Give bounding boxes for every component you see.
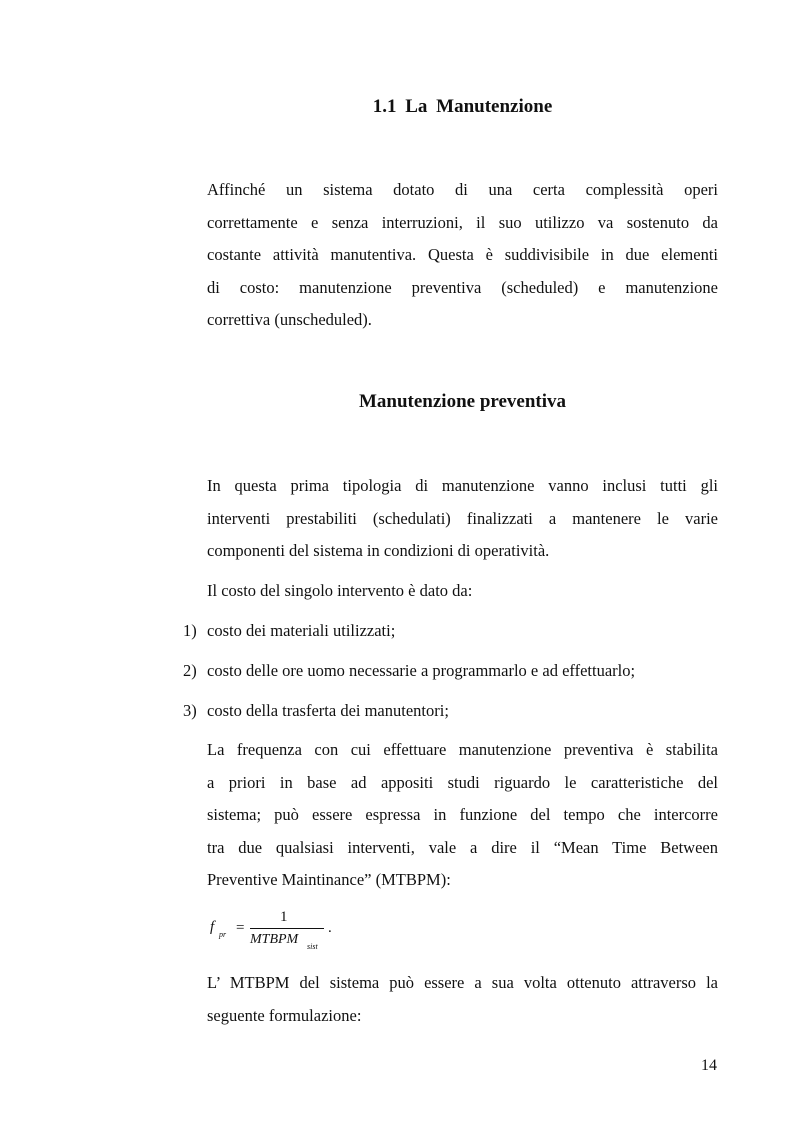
list-item-text: costo delle ore uomo necessarie a programmarlo e ad effettuarlo; xyxy=(207,661,636,680)
list-item-number: 1) xyxy=(183,621,197,640)
intro-line: correttiva (unscheduled). xyxy=(207,310,372,329)
intro-line: correttamente e senza interruzioni, il suo utilizzo va sostenuto da xyxy=(207,212,718,232)
formula-denominator-subscript: sist xyxy=(307,942,318,951)
paragraph-line: L’ MTBPM del sistema può essere a sua volta ottenuto attraverso la xyxy=(207,973,718,992)
list-item-number: 2) xyxy=(183,661,197,680)
formula-equals: = xyxy=(236,920,245,936)
paragraph-line: componenti del sistema in condizioni di operatività. xyxy=(207,541,550,560)
section-heading: 1.1 La Manutenzione xyxy=(372,96,553,117)
formula-denominator: MTBPM xyxy=(250,932,299,947)
intro-line: di costo: manutenzione preventiva (scheduled) e manutenzione xyxy=(207,277,718,297)
paragraph-line: seguente formulazione: xyxy=(207,1005,362,1025)
paragraph-line: In questa prima tipologia di manutenzione vanno inclusi tutti gli xyxy=(207,476,718,495)
paragraph-line: Preventive Maintinance” (MTBPM): xyxy=(207,870,451,889)
list-item-number: 3) xyxy=(183,701,197,720)
formula-numerator: 1 xyxy=(280,909,288,925)
list-item-text: costo della trasferta dei manutentori; xyxy=(207,701,449,720)
intro-line: costante attività manutentiva. Questa è suddivisibile in due elementi xyxy=(207,245,718,264)
paragraph-1 xyxy=(207,470,718,568)
paragraph-line: tra due qualsiasi interventi, vale a dire il “Mean Time Between xyxy=(207,837,718,857)
paragraph-3 xyxy=(207,967,718,1032)
intro-line: Affinché un sistema dotato di una certa complessità operi xyxy=(207,180,718,199)
page-number: 14 xyxy=(701,1057,717,1074)
paragraph-2 xyxy=(207,734,718,897)
list-item-text: costo dei materiali utilizzati; xyxy=(207,621,396,640)
fraction-bar xyxy=(250,928,324,929)
intro-paragraph xyxy=(207,174,718,337)
paragraph-line: a priori in base ad appositi studi riguardo le caratteristiche del xyxy=(207,772,718,792)
paragraph-line: interventi prestabiliti (schedulati) finalizzati a mantenere le varie xyxy=(207,508,718,528)
cost-intro: Il costo del singolo intervento è dato da: xyxy=(207,581,473,600)
paragraph-line: La frequenza con cui effettuare manutenzione preventiva è stabilita xyxy=(207,740,718,759)
paragraph-line: sistema; può essere espressa in funzione del tempo che intercorre xyxy=(207,805,718,824)
formula-end: . xyxy=(328,920,332,936)
formula-fpr xyxy=(210,908,350,956)
subheading: Manutenzione preventiva xyxy=(358,391,567,412)
formula-lhs-subscript: pr xyxy=(219,930,227,939)
formula-lhs: f xyxy=(210,919,215,935)
